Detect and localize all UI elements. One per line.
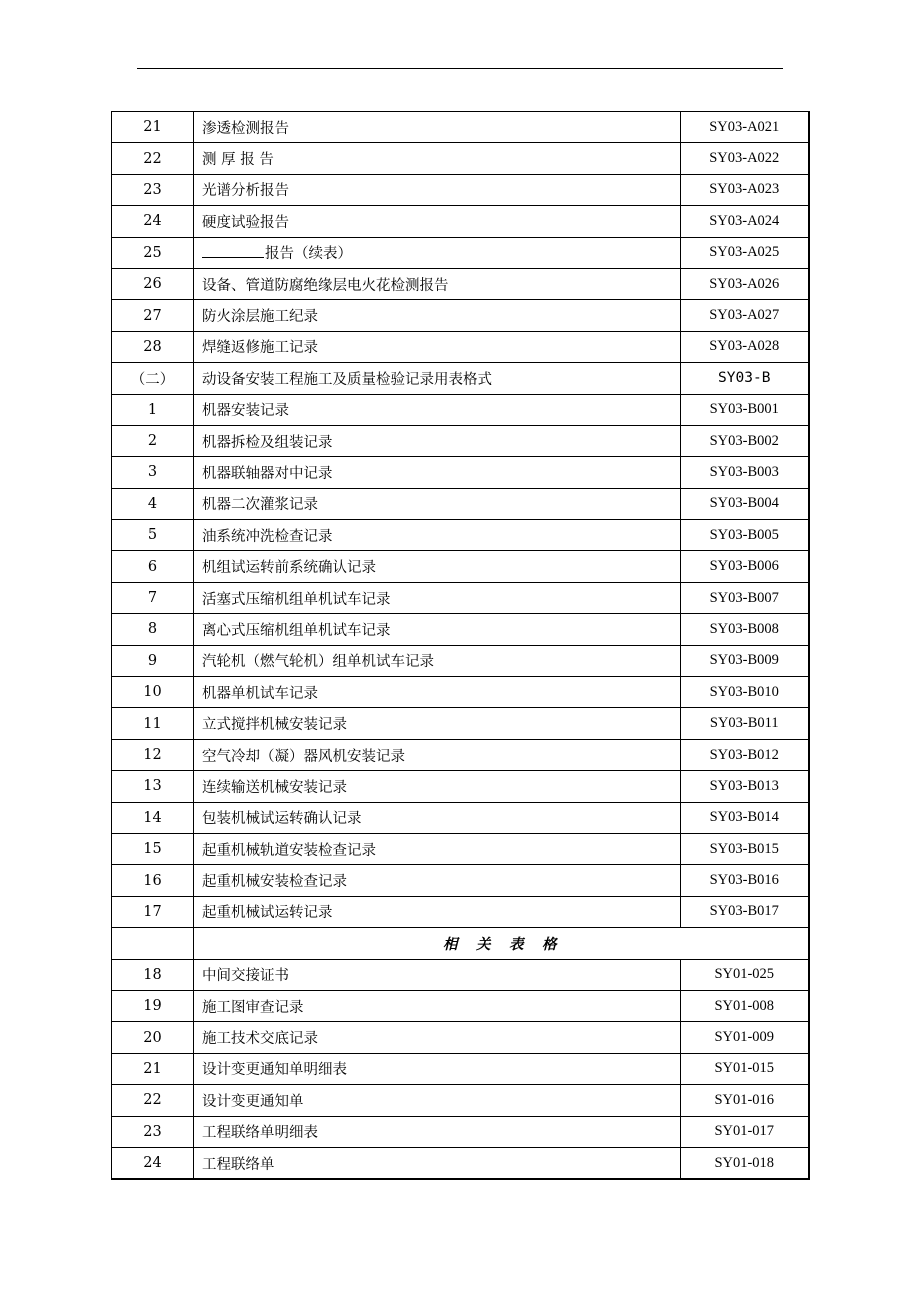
table-row [112, 708, 809, 739]
form-code: SY03-A025 [681, 237, 809, 268]
table-row [112, 488, 809, 519]
related-forms-header-row [112, 928, 809, 959]
form-code: SY03-A023 [681, 174, 809, 205]
table-row [112, 1116, 809, 1147]
form-name: 起重机械轨道安装检查记录 [194, 833, 681, 864]
table-row [112, 331, 809, 362]
form-code: SY03-B008 [681, 614, 809, 645]
table-row [112, 394, 809, 425]
form-code: SY03-B010 [681, 677, 809, 708]
row-number: 9 [112, 645, 194, 676]
section-header-row [112, 363, 809, 394]
row-number: 1 [112, 394, 194, 425]
form-name: 硬度试验报告 [194, 206, 681, 237]
table-row [112, 1022, 809, 1053]
form-name: 工程联络单 [194, 1147, 681, 1179]
row-number: 6 [112, 551, 194, 582]
form-code: SY03-B012 [681, 739, 809, 770]
table-row [112, 802, 809, 833]
form-code: SY01-009 [681, 1022, 809, 1053]
row-number: 24 [112, 1147, 194, 1179]
form-name: 测 厚 报 告 [194, 143, 681, 174]
form-code: SY03-A022 [681, 143, 809, 174]
row-number: 21 [112, 1053, 194, 1084]
form-name: 施工技术交底记录 [194, 1022, 681, 1053]
form-name: 施工图审查记录 [194, 990, 681, 1021]
form-name: 机器安装记录 [194, 394, 681, 425]
table-row [112, 1085, 809, 1116]
table-row [112, 896, 809, 927]
row-number: 11 [112, 708, 194, 739]
row-number: 23 [112, 1116, 194, 1147]
table-row [112, 1147, 809, 1179]
form-code: SY03-B001 [681, 394, 809, 425]
form-name: 工程联络单明细表 [194, 1116, 681, 1147]
form-name: 机器二次灌浆记录 [194, 488, 681, 519]
table-row [112, 112, 809, 143]
row-number: 27 [112, 300, 194, 331]
form-code: SY01-015 [681, 1053, 809, 1084]
form-code: SY03-B014 [681, 802, 809, 833]
table-row [112, 833, 809, 864]
form-name: 机器联轴器对中记录 [194, 457, 681, 488]
row-number: 4 [112, 488, 194, 519]
form-name: 焊缝返修施工记录 [194, 331, 681, 362]
table-row [112, 457, 809, 488]
table-row [112, 614, 809, 645]
form-name: 光谱分析报告 [194, 174, 681, 205]
form-name: 连续输送机械安装记录 [194, 771, 681, 802]
section-code: SY03-B [681, 363, 809, 394]
form-code: SY01-016 [681, 1085, 809, 1116]
row-number: 22 [112, 1085, 194, 1116]
form-code: SY03-B005 [681, 520, 809, 551]
form-code: SY03-B002 [681, 425, 809, 456]
form-code: SY01-025 [681, 959, 809, 990]
form-name: 离心式压缩机组单机试车记录 [194, 614, 681, 645]
table-row [112, 174, 809, 205]
row-number: 7 [112, 582, 194, 613]
table-row [112, 206, 809, 237]
related-forms-title: 相 关 表 格 [194, 928, 809, 959]
form-name: 汽轮机（燃气轮机）组单机试车记录 [194, 645, 681, 676]
form-code: SY03-B016 [681, 865, 809, 896]
row-number: 2 [112, 425, 194, 456]
form-code: SY03-B003 [681, 457, 809, 488]
row-number: 23 [112, 174, 194, 205]
form-code: SY03-A026 [681, 268, 809, 299]
table-row [112, 582, 809, 613]
form-code: SY03-B004 [681, 488, 809, 519]
form-name: 设计变更通知单 [194, 1085, 681, 1116]
row-number: 5 [112, 520, 194, 551]
table-row [112, 268, 809, 299]
form-name: 油系统冲洗检查记录 [194, 520, 681, 551]
table-row [112, 771, 809, 802]
row-number: 22 [112, 143, 194, 174]
table-row [112, 677, 809, 708]
form-name-with-blank [194, 237, 681, 268]
form-name: 空气冷却（凝）器风机安装记录 [194, 739, 681, 770]
table-row [112, 959, 809, 990]
form-code: SY03-A028 [681, 331, 809, 362]
table-row [112, 520, 809, 551]
row-number: 15 [112, 833, 194, 864]
form-name-text: 报告（续表） [265, 246, 352, 263]
row-number: 3 [112, 457, 194, 488]
row-number: 8 [112, 614, 194, 645]
table-row [112, 990, 809, 1021]
form-name: 起重机械安装检查记录 [194, 865, 681, 896]
row-number: 14 [112, 802, 194, 833]
form-code: SY01-008 [681, 990, 809, 1021]
form-code: SY03-B011 [681, 708, 809, 739]
table-row [112, 865, 809, 896]
table-row [112, 237, 809, 268]
fill-in-blank-line [202, 244, 264, 258]
form-name: 防火涂层施工纪录 [194, 300, 681, 331]
row-number: 16 [112, 865, 194, 896]
form-code: SY03-B013 [681, 771, 809, 802]
form-code: SY03-B015 [681, 833, 809, 864]
form-index-table [111, 111, 810, 1180]
form-code: SY03-A024 [681, 206, 809, 237]
table-row [112, 739, 809, 770]
row-number: 13 [112, 771, 194, 802]
row-number: 19 [112, 990, 194, 1021]
form-name: 机器单机试车记录 [194, 677, 681, 708]
row-number: 10 [112, 677, 194, 708]
table-row [112, 143, 809, 174]
form-name: 设计变更通知单明细表 [194, 1053, 681, 1084]
form-name: 起重机械试运转记录 [194, 896, 681, 927]
form-name: 机组试运转前系统确认记录 [194, 551, 681, 582]
header-rule [137, 68, 783, 69]
form-code: SY03-A021 [681, 112, 809, 143]
form-code: SY03-B017 [681, 896, 809, 927]
section-number: （二） [112, 363, 194, 394]
form-name: 立式搅拌机械安装记录 [194, 708, 681, 739]
row-number: 28 [112, 331, 194, 362]
empty-cell [112, 928, 194, 959]
row-number: 20 [112, 1022, 194, 1053]
section-title: 动设备安装工程施工及质量检验记录用表格式 [194, 363, 681, 394]
form-name: 机器拆检及组装记录 [194, 425, 681, 456]
form-code: SY01-017 [681, 1116, 809, 1147]
table-row [112, 645, 809, 676]
form-code: SY03-A027 [681, 300, 809, 331]
row-number: 18 [112, 959, 194, 990]
row-number: 12 [112, 739, 194, 770]
form-name: 活塞式压缩机组单机试车记录 [194, 582, 681, 613]
form-name: 中间交接证书 [194, 959, 681, 990]
row-number: 21 [112, 112, 194, 143]
form-code: SY03-B009 [681, 645, 809, 676]
row-number: 17 [112, 896, 194, 927]
form-name: 设备、管道防腐绝缘层电火花检测报告 [194, 268, 681, 299]
form-name: 包装机械试运转确认记录 [194, 802, 681, 833]
table-row [112, 300, 809, 331]
row-number: 25 [112, 237, 194, 268]
row-number: 26 [112, 268, 194, 299]
table-row [112, 425, 809, 456]
table-row [112, 1053, 809, 1084]
form-name: 渗透检测报告 [194, 112, 681, 143]
table-row [112, 551, 809, 582]
form-code: SY03-B007 [681, 582, 809, 613]
form-code: SY01-018 [681, 1147, 809, 1179]
form-code: SY03-B006 [681, 551, 809, 582]
row-number: 24 [112, 206, 194, 237]
